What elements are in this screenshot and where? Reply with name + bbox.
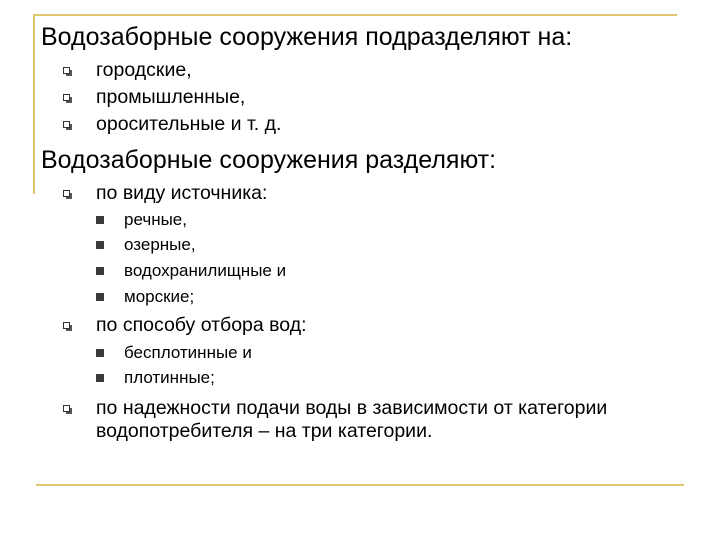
hollow-square-bullet-icon — [63, 94, 70, 101]
sub-list-item — [124, 209, 187, 231]
hollow-square-bullet-icon — [63, 405, 70, 412]
list-item — [96, 86, 245, 109]
list-item-label: по способу отбора вод: — [96, 314, 307, 336]
solid-square-bullet-icon — [96, 374, 104, 382]
solid-square-bullet-icon — [96, 267, 104, 275]
list-item-line: по надежности подачи воды в зависимости от категории — [96, 397, 608, 419]
sub-list-item — [124, 367, 215, 389]
list-item-extraction-method — [96, 314, 307, 337]
sub-list-item — [124, 286, 194, 308]
sub-list-item — [124, 260, 286, 282]
sub-list-item-label: плотинные; — [124, 368, 215, 387]
list-item-label: городские, — [96, 59, 192, 81]
heading-divide: Водозаборные сооружения разделяют: — [41, 146, 497, 174]
sub-list-item-label: бесплотинные и — [124, 343, 252, 362]
list-item-line: водопотребителя – на три категории. — [96, 420, 433, 442]
hollow-square-bullet-icon — [63, 322, 70, 329]
list-item-label: оросительные и т. д. — [96, 113, 282, 135]
list-item — [96, 113, 281, 136]
solid-square-bullet-icon — [96, 349, 104, 357]
hollow-square-bullet-icon — [63, 190, 70, 197]
hollow-square-bullet-icon — [63, 121, 70, 128]
frame-bottom-line — [36, 484, 684, 486]
solid-square-bullet-icon — [96, 293, 104, 301]
frame-top-line — [33, 14, 677, 16]
sub-list-item-label: речные, — [124, 210, 187, 229]
list-item — [96, 59, 192, 82]
sub-list-item-label: водохранилищные и — [124, 261, 287, 280]
hollow-square-bullet-icon — [63, 67, 70, 74]
heading-subdivide: Водозаборные сооружения подразделяют на: — [41, 23, 573, 51]
list-item-label: промышленные, — [96, 86, 246, 108]
list-item-label: по виду источника: — [96, 182, 268, 204]
list-item-reliability — [96, 397, 696, 443]
solid-square-bullet-icon — [96, 241, 104, 249]
sub-list-item — [124, 342, 252, 364]
solid-square-bullet-icon — [96, 216, 104, 224]
frame-left-line — [33, 14, 35, 194]
sub-list-item-label: морские; — [124, 287, 195, 306]
list-item-source-type — [96, 182, 267, 205]
sub-list-item — [124, 234, 196, 256]
sub-list-item-label: озерные, — [124, 235, 196, 254]
